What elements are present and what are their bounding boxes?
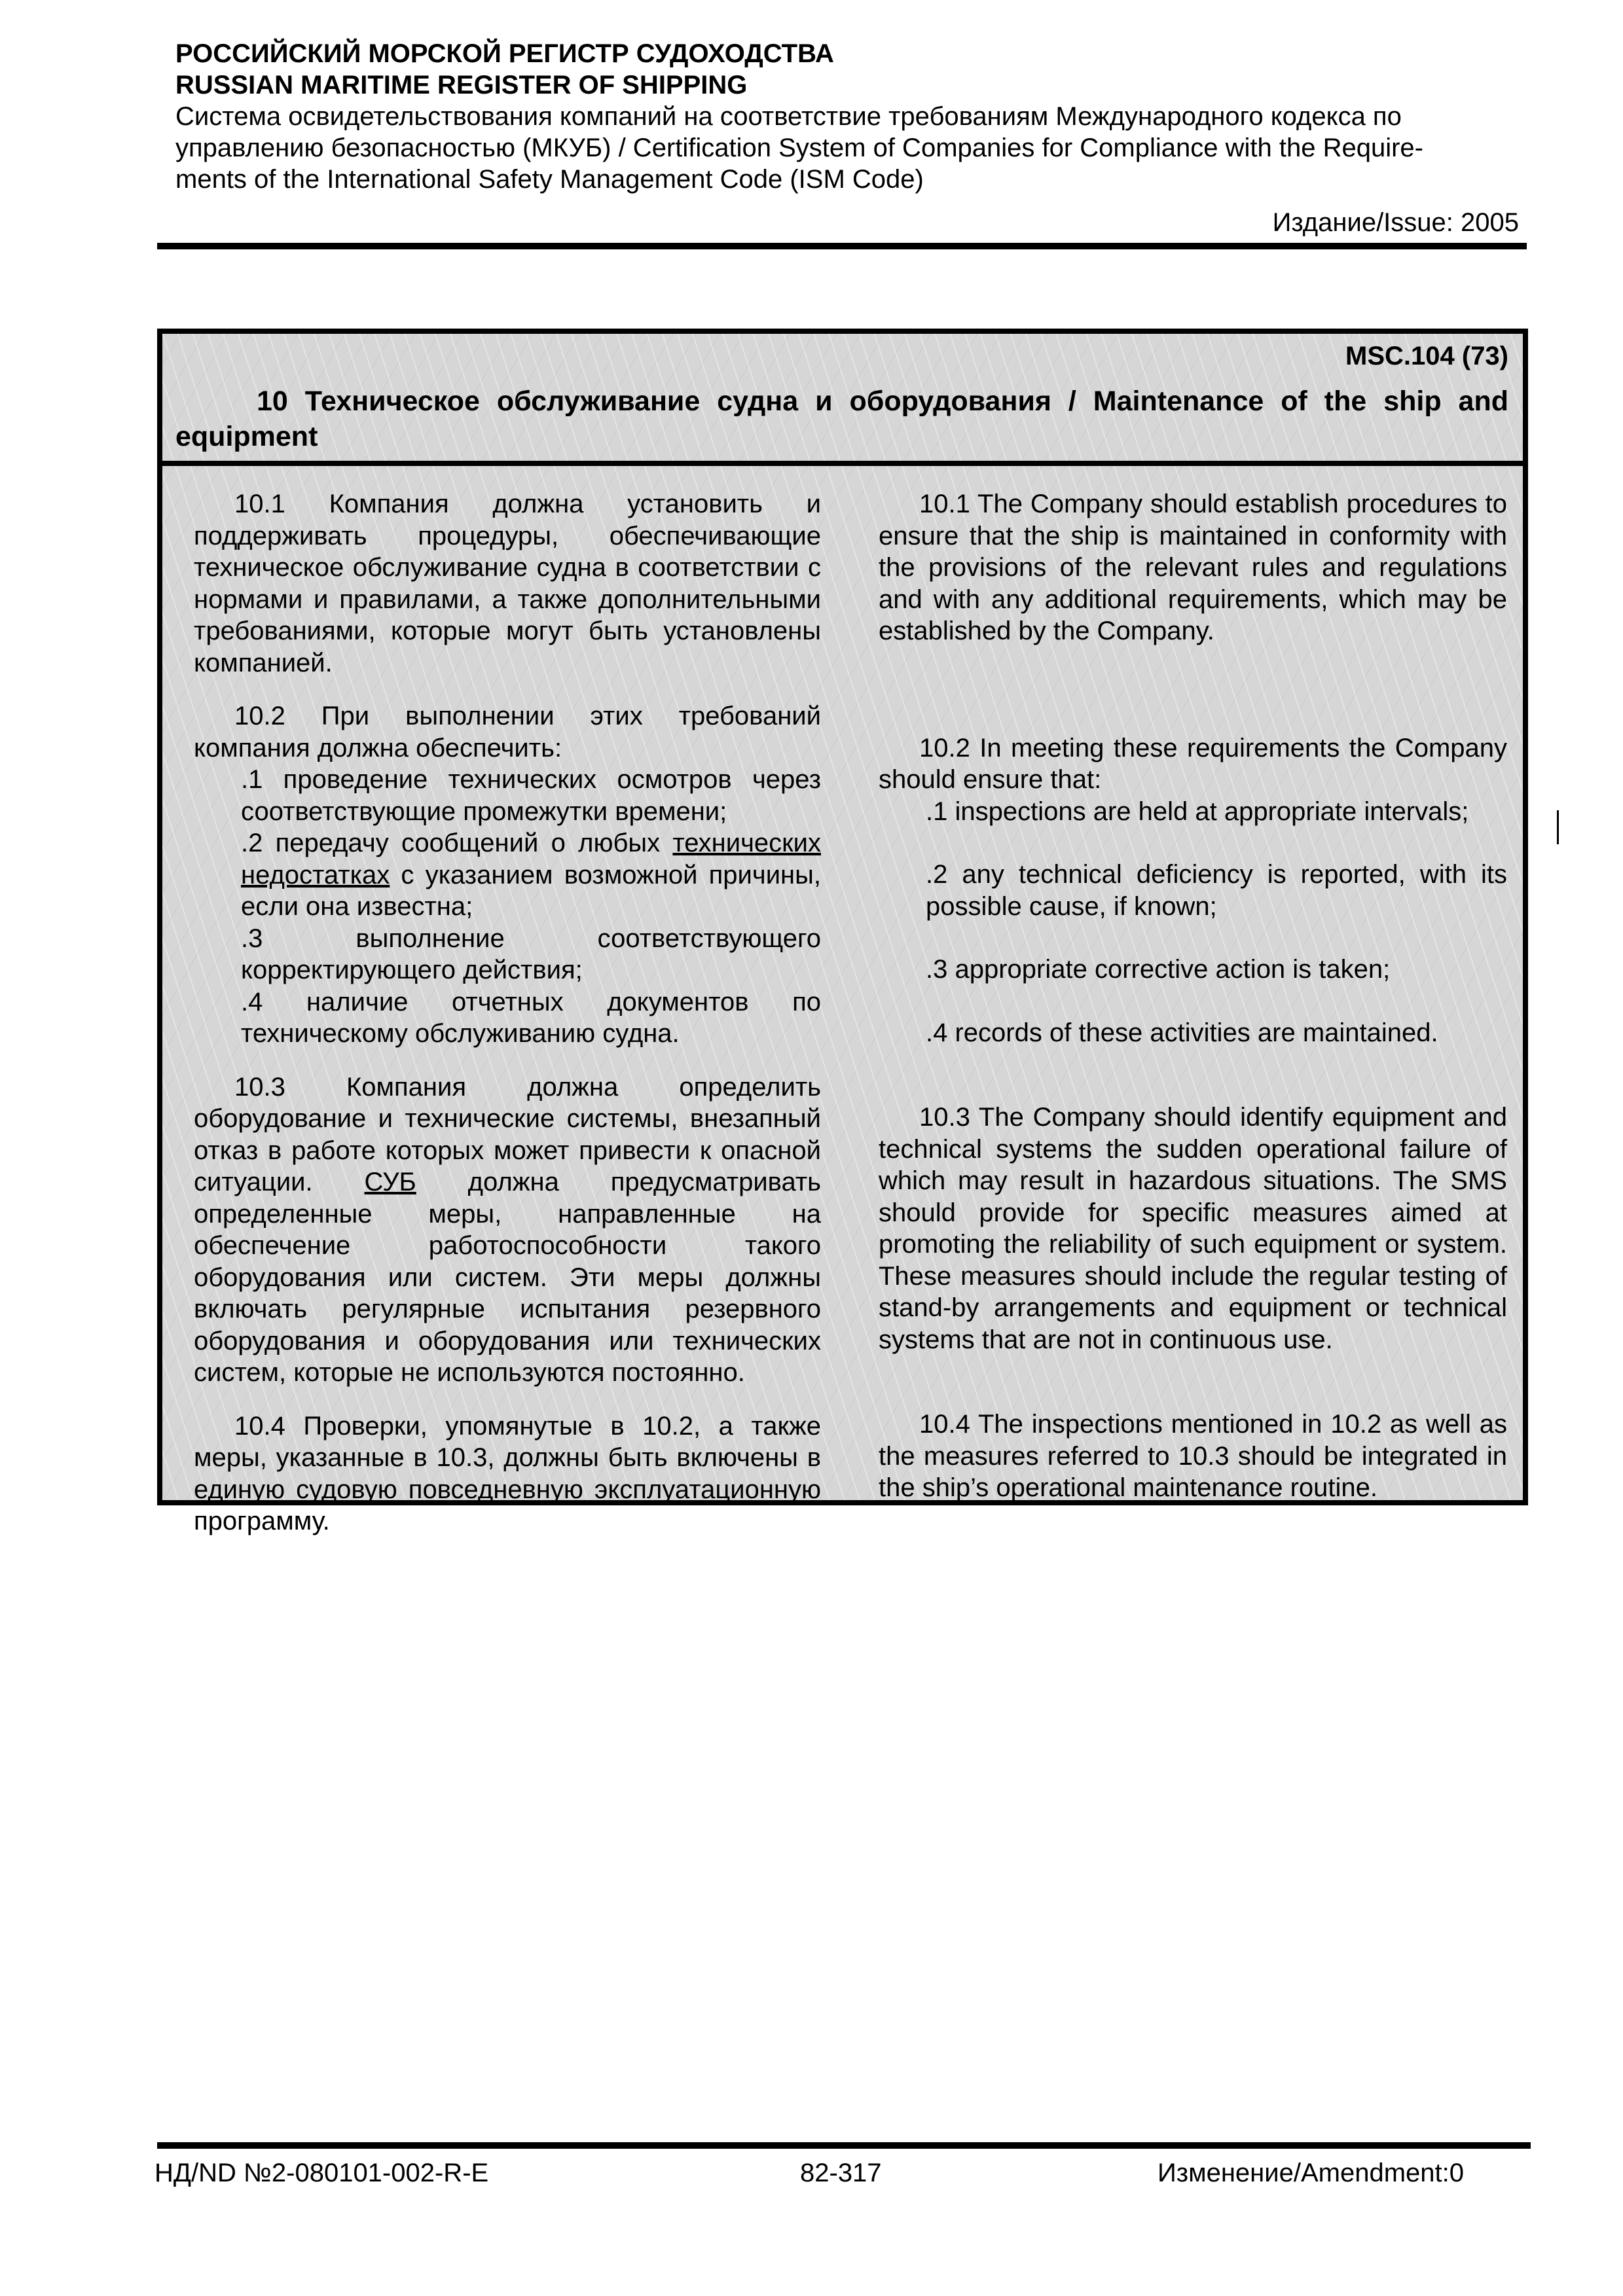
section-header (162, 334, 1523, 466)
ru-item-3: .3 выполнение соответствующего корректирующего действия; (241, 924, 821, 984)
ru-item-4: .4 наличие отчетных документов по техническому обслуживанию судна. (241, 987, 821, 1048)
ru-paragraph-10-1: 10.1 Компания должна установить и поддерживать процедуры, обеспечивающие техническое обслуживание судна в соответствии с нормами и правилами, а также дополнительными требованиями, которые могут быть установлены компанией. (194, 490, 821, 677)
en-item-2: .2 any technical deficiency is reported, with its possible cause, if known; (926, 860, 1508, 921)
page-header (175, 38, 1519, 238)
en-item-3: .3 appropriate corrective action is taken; (926, 955, 1391, 984)
section-title: 10 Техническое обслуживание судна и оборудования / Maintenance of the ship and equipment (175, 386, 1508, 452)
issue-label: Издание/Issue: 2005 (1272, 208, 1519, 237)
russian-column (194, 488, 821, 1537)
ru-item-1: .1 проведение технических осмотров через соответствующие промежутки времени; (241, 765, 821, 826)
org-name-en: RUSSIAN MARITIME REGISTER OF SHIPPING (175, 71, 748, 99)
english-column (879, 488, 1507, 1504)
en-item-4: .4 records of these activities are maintained. (926, 1018, 1438, 1047)
ru-item-2: .2 передачу сообщений о любых технических недостатках с указанием возможной причины, если она известна; (241, 829, 821, 921)
en-paragraph-10-2: 10.2 In meeting these requirements the Company should ensure that: (879, 733, 1507, 794)
ru-paragraph-10-2: 10.2 При выполнении этих требований компания должна обеспечить: (194, 702, 821, 762)
footer-divider (157, 2142, 1531, 2149)
ru-underlined-term: технических недостатках (241, 829, 821, 889)
system-title-line-1: Система освидетельствования компаний на соответствие требованиям Международного кодекса по (175, 102, 1402, 131)
en-paragraph-10-1: 10.1 The Company should establish procedures to ensure that the ship is maintained in conformity with the provisions of the relevant rules and regulations and with any additional requirements, which may be established by the Company. (879, 490, 1507, 645)
page-number: 82-317 (800, 2159, 882, 2187)
change-marker-bar (1557, 810, 1559, 844)
en-paragraph-10-3: 10.3 The Company should identify equipment and technical systems the sudden operational failure of which may result in hazardous situations. The SMS should provide for specific measures aimed at promoting the reliability of such equipment or system. These measures should include the regular testing of stand-by arrangements and equipment or technical systems that are not in continuous use. (879, 1103, 1507, 1354)
system-title-line-2: управлению безопасностью (МКУБ) / Certification System of Companies for Compliance with the Require- (175, 134, 1423, 162)
ru-paragraph-10-3: 10.3 Компания должна определить оборудование и технические системы, внезапный отказ в работе которых может привести к опасной ситуации. СУБ должна предусматривать определенные меры, направленные на обеспечение работоспособности такого оборудования или систем. Эти меры должны включать регулярные испытания резервного оборудования и оборудования или технических систем, которые не используются постоянно. (194, 1072, 822, 1387)
header-divider (157, 243, 1527, 249)
ru-paragraph-10-4: 10.4 Проверки, упомянутые в 10.2, а также меры, указанные в 10.3, должны быть включены в единую судовую повседневную эксплуатационную программу. (194, 1411, 821, 1535)
en-item-1: .1 inspections are held at appropriate intervals; (926, 797, 1469, 826)
org-name-ru: РОССИЙСКИЙ МОРСКОЙ РЕГИСТР СУДОХОДСТВА (175, 39, 834, 68)
system-title-line-3: ments of the International Safety Management Code (ISM Code) (175, 165, 924, 194)
document-number: НД/ND №2-080101-002-R-E (155, 2159, 489, 2187)
amendment-label: Изменение/Amendment:0 (1158, 2159, 1464, 2187)
section-panel (157, 329, 1528, 1535)
msc-reference: MSC.104 (73) (1345, 342, 1508, 370)
en-underlined-comma: , (1398, 860, 1406, 889)
en-paragraph-10-4: 10.4 The inspections mentioned in 10.2 as well as the measures referred to 10.3 should be integrated in the ship’s operational maintenance routine. (879, 1410, 1507, 1502)
ru-underlined-sms: СУБ (364, 1168, 416, 1196)
